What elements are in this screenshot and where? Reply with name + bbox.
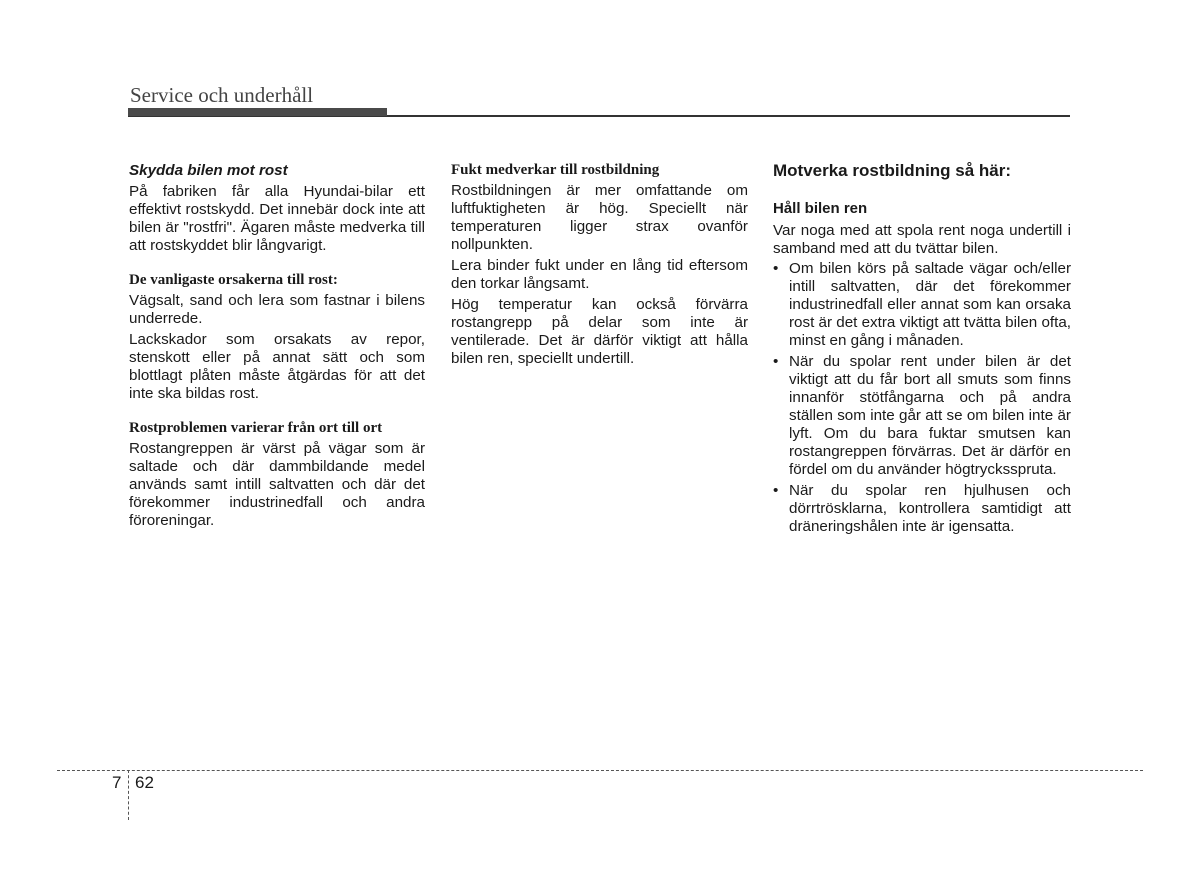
list-item: • Om bilen körs på saltade vägar och/eller intill saltvatten, där det förekommer industrinedfall eller annat som kan orsaka rost är det extra viktigt att tvätta bilen ofta, minst en gång i månaden.	[773, 260, 1071, 349]
paragraph: Rostbildningen är mer omfattande om luftfuktigheten är hög. Speciellt när temperaturen ligger strax ovanför nollpunkten.	[451, 182, 748, 253]
chapter-number: 7	[112, 773, 122, 792]
paragraph: Var noga med att spola rent noga undertill i samband med att du tvättar bilen.	[773, 222, 1071, 257]
footer-vertical-divider	[128, 770, 129, 820]
footer-divider	[57, 770, 1143, 771]
list-item: • När du spolar rent under bilen är det viktigt att du får bort all smuts som finns innanför stötfångarna och på andra ställen som inte går att se om bilen inte är lyft. Om du bara fuktar smutsen kan rostangreppen förvärras. Det är därför en fördel om du använder högtrycksspruta.	[773, 353, 1071, 478]
bullet-icon: •	[773, 260, 779, 277]
section-title: Service och underhåll	[130, 83, 314, 107]
heading-protect-car: Skydda bilen mot rost	[129, 162, 288, 179]
paragraph: Vägsalt, sand och lera som fastnar i bilens underrede.	[129, 292, 425, 327]
paragraph: På fabriken får alla Hyundai-bilar ett effektivt rostskydd. Det innebär dock inte att bilen är "rostfri". Ägaren måste medverka till att rostskyddet blir långvarigt.	[129, 183, 425, 254]
heading-common-causes: De vanligaste orsakerna till rost:	[129, 272, 338, 288]
heading-regional-variation: Rostproblemen varierar från ort till ort	[129, 420, 383, 436]
heading-moisture: Fukt medverkar till rostbildning	[451, 162, 660, 178]
tips-list	[773, 260, 1071, 536]
column-left	[129, 160, 425, 530]
bullet-icon: •	[773, 482, 779, 499]
column-middle	[451, 160, 748, 368]
heading-keep-clean: Håll bilen ren	[773, 200, 868, 217]
header-accent-bar	[128, 108, 387, 116]
heading-prevent-rust: Motverka rostbildning så här:	[773, 161, 1012, 180]
page-number: 62	[135, 773, 154, 792]
paragraph: Rostangreppen är värst på vägar som är saltade och där dammbildande medel används samt intill saltvatten och där det förekommer industrinedfall och andra föroreningar.	[129, 440, 425, 529]
list-item: • När du spolar ren hjulhusen och dörrtrösklarna, kontrollera samtidigt att dräneringshålen inte är igensatta.	[773, 482, 1071, 535]
paragraph: Lackskador som orsakats av repor, stenskott eller på annat sätt och som blottlagt plåten måste åtgärdas för att det inte ska bildas rost.	[129, 331, 425, 402]
column-right	[773, 160, 1071, 536]
bullet-icon: •	[773, 353, 779, 370]
paragraph: Lera binder fukt under en lång tid eftersom den torkar långsamt.	[451, 257, 748, 292]
paragraph: Hög temperatur kan också förvärra rostangrepp på delar som inte är ventilerade. Det är därför viktigt att hålla bilen ren, speciellt undertill.	[451, 296, 748, 367]
